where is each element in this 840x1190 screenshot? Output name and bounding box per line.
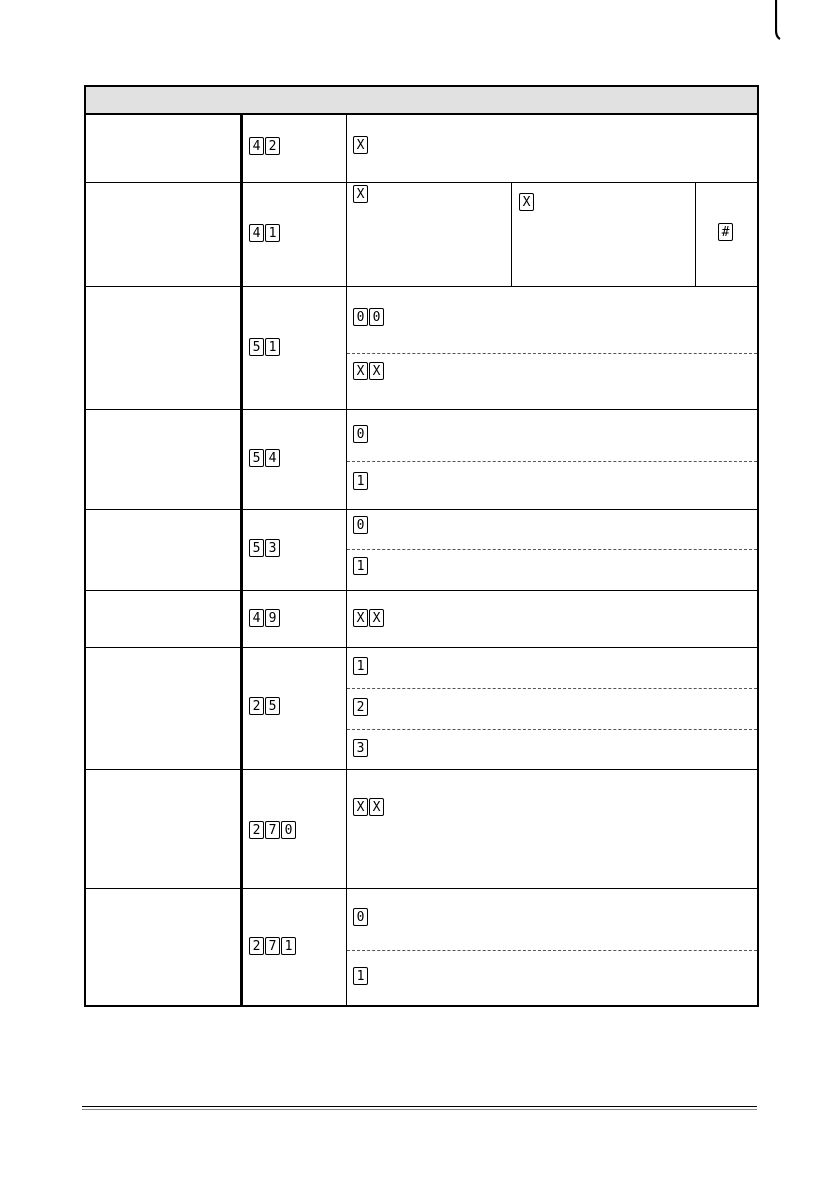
key-cap: 5 xyxy=(265,697,280,715)
key-cap: 2 xyxy=(265,137,280,155)
key-cap: 2 xyxy=(249,821,264,839)
option-keys xyxy=(353,185,368,203)
column-divider xyxy=(240,113,243,1005)
table-row xyxy=(86,113,757,183)
table-row xyxy=(86,591,757,648)
key-cap: 1 xyxy=(353,967,368,985)
key-cap: X xyxy=(353,136,368,154)
key-cap: 4 xyxy=(265,449,280,467)
footer-rule xyxy=(82,1109,757,1110)
key-cap: 3 xyxy=(265,539,280,557)
key-cap: X xyxy=(353,362,368,380)
option-keys xyxy=(353,308,384,326)
option-keys xyxy=(353,557,368,575)
key-cap: 7 xyxy=(265,937,280,955)
code-keys xyxy=(249,821,296,839)
key-cap: 4 xyxy=(249,224,264,242)
option-keys xyxy=(353,516,368,534)
key-cap: 4 xyxy=(249,137,264,155)
key-cap: 5 xyxy=(249,338,264,356)
code-keys xyxy=(249,137,280,155)
code-keys xyxy=(249,338,280,356)
key-cap: 7 xyxy=(265,821,280,839)
table-header xyxy=(86,87,757,115)
option-keys xyxy=(353,967,368,985)
code-keys xyxy=(249,609,280,627)
option-keys xyxy=(353,425,368,443)
key-cap: 3 xyxy=(353,739,368,757)
key-cap: 1 xyxy=(265,224,280,242)
key-cap: X xyxy=(353,798,368,816)
key-cap: 2 xyxy=(249,697,264,715)
column-divider xyxy=(346,113,347,1005)
option-keys xyxy=(353,136,368,154)
key-cap: # xyxy=(718,223,733,241)
option-keys xyxy=(519,193,534,211)
option-keys xyxy=(353,472,368,490)
table-row xyxy=(86,648,757,770)
option-keys xyxy=(353,657,368,675)
table-row xyxy=(86,889,757,1004)
key-cap: 1 xyxy=(353,557,368,575)
option-keys xyxy=(353,698,368,716)
option-divider xyxy=(511,183,512,286)
key-cap: 4 xyxy=(249,609,264,627)
table-row xyxy=(86,183,757,287)
code-keys xyxy=(249,697,280,715)
key-cap: 2 xyxy=(249,937,264,955)
option-separator xyxy=(347,549,757,550)
key-cap: 9 xyxy=(265,609,280,627)
key-cap: 5 xyxy=(249,449,264,467)
key-cap: 5 xyxy=(249,539,264,557)
code-keys xyxy=(249,937,296,955)
table-row xyxy=(86,410,757,510)
option-separator xyxy=(347,353,757,354)
option-keys xyxy=(353,908,368,926)
option-keys xyxy=(718,223,733,241)
key-code-table xyxy=(84,85,759,1007)
crop-mark xyxy=(775,0,781,40)
table-row xyxy=(86,770,757,889)
option-keys xyxy=(353,362,384,380)
key-cap: 2 xyxy=(353,698,368,716)
option-separator xyxy=(347,688,757,689)
option-keys xyxy=(353,739,368,757)
key-cap: 0 xyxy=(353,516,368,534)
table-row xyxy=(86,510,757,591)
key-cap: 0 xyxy=(369,308,384,326)
key-cap: X xyxy=(369,609,384,627)
option-keys xyxy=(353,609,384,627)
code-keys xyxy=(249,224,280,242)
option-separator xyxy=(347,950,757,951)
key-cap: X xyxy=(519,193,534,211)
key-cap: 0 xyxy=(353,308,368,326)
key-cap: 1 xyxy=(281,937,296,955)
code-keys xyxy=(249,539,280,557)
key-cap: 1 xyxy=(353,657,368,675)
option-divider xyxy=(695,183,696,286)
key-cap: X xyxy=(353,185,368,203)
key-cap: X xyxy=(369,798,384,816)
key-cap: 0 xyxy=(281,821,296,839)
code-keys xyxy=(249,449,280,467)
key-cap: 1 xyxy=(353,472,368,490)
option-keys xyxy=(353,798,384,816)
key-cap: X xyxy=(369,362,384,380)
table-row xyxy=(86,287,757,410)
key-cap: 0 xyxy=(353,908,368,926)
footer-rule xyxy=(82,1106,757,1107)
key-cap: X xyxy=(353,609,368,627)
option-separator xyxy=(347,461,757,462)
option-separator xyxy=(347,729,757,730)
key-cap: 1 xyxy=(265,338,280,356)
key-cap: 0 xyxy=(353,425,368,443)
